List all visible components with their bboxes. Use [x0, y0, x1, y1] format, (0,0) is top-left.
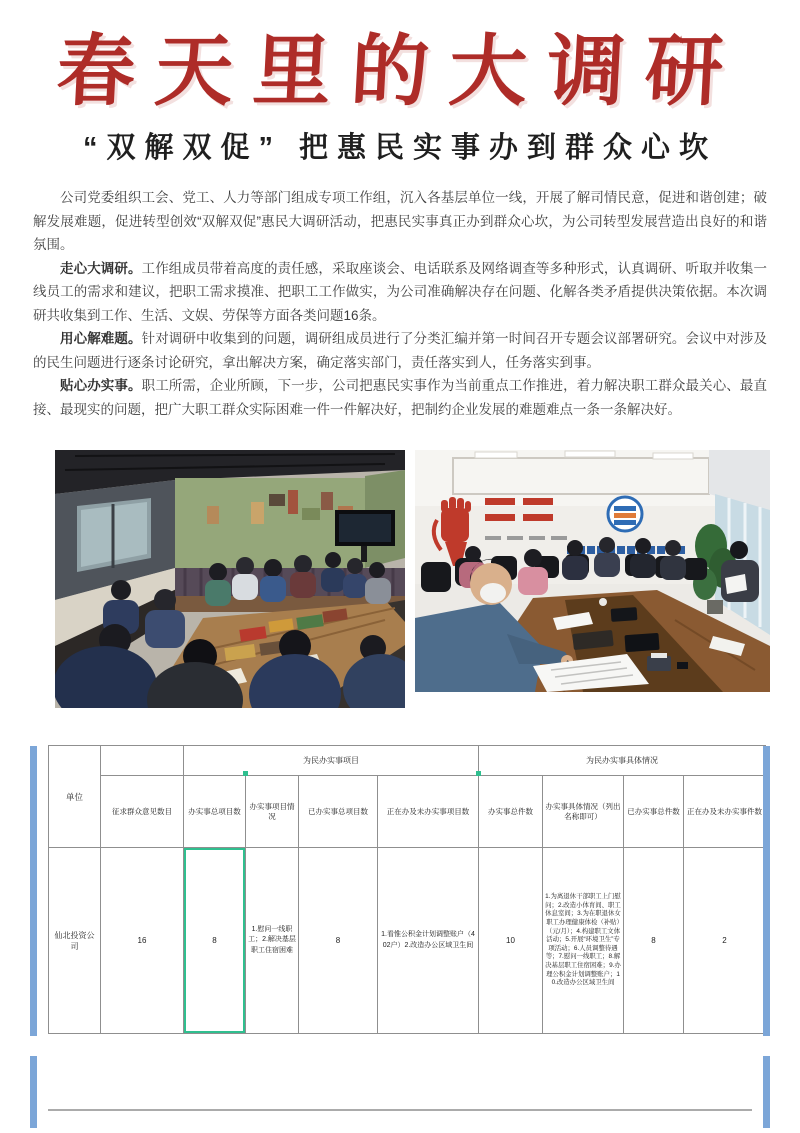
left-blue-bar-top [30, 746, 37, 1036]
cell-items-pending: 2 [684, 848, 766, 1034]
th-items-total: 办实事总件数 [479, 776, 543, 848]
benefits-table [48, 745, 766, 1034]
th-opinions-count: 征求群众意见数目 [101, 776, 184, 848]
meeting-photo-cafe [55, 450, 405, 708]
paragraph-lead: 用心解难题。 [60, 331, 142, 346]
bottom-divider-line [48, 1109, 752, 1111]
right-blue-bar-top [763, 746, 770, 1036]
page-title: 春天里的大调研 [54, 26, 746, 117]
paragraph [33, 257, 767, 328]
group-empty-cell [101, 746, 184, 776]
cell-items-total: 10 [479, 848, 543, 1034]
meeting-photo-conference [415, 450, 770, 692]
group-header-details: 为民办实事具体情况 [479, 746, 766, 776]
paragraph [33, 374, 767, 421]
paragraph-lead: 贴心办实事。 [60, 378, 142, 393]
article-body [33, 186, 767, 421]
cell-projects-detail: 1.慰问一线职工；2.解决基层职工住宿困难 [246, 848, 299, 1034]
th-projects-pending: 正在办及未办实事项目数 [378, 776, 479, 848]
th-unit: 单位 [49, 746, 101, 848]
selection-handle [476, 771, 481, 776]
cell-items-done: 8 [624, 848, 684, 1034]
paragraph-text: 公司党委组织工会、党工、人力等部门组成专项工作组，沉入各基层单位一线，开展了解司情民意，促进和谐创建；破解发展难题，促进转型创效“双解双促”惠民大调研活动，把惠民实事真正办到群众心坎，为公司转型发展营造出良好的和谐氛围。 [33, 190, 767, 252]
paragraph [33, 327, 767, 374]
table-row [49, 848, 766, 1034]
th-projects-total: 办实事总项目数 [184, 776, 246, 848]
th-projects-detail: 办实事项目情况 [246, 776, 299, 848]
company-logo [608, 497, 642, 531]
paragraph-text: 工作组成员带着高度的责任感，采取座谈会、电话联系及网络调查等多种形式，认真调研、听取并收集一线员工的需求和建议，把职工需求摸准、把职工工作做实，为公司准确解决存在问题、化解各类矛盾提供决策依据。本次调研共收集到工作、生活、文娱、劳保等方面各类问题16条。 [33, 260, 768, 323]
right-blue-bar-bottom [763, 1056, 770, 1128]
cell-items-detail: 1.为离退休干部职工上门慰问；2.改造小体育间、职工休息室间；3.为在职退休女职工办理健康体检（补贴）（元/月）；4.构建职工文体活动；5.开展“环境卫生”专项活动；6.人员调整待遇等；7.慰问一线职工；8.解决基层职工住宿困难；9.办理公积金计划调整账户；10.改造办公区域卫生间 [543, 848, 624, 1034]
page-subtitle: “双解双促” 把惠民实事办到群众心坎 [82, 132, 718, 164]
paragraph-text: 职工所需，企业所顾，下一步，公司把惠民实事作为当前重点工作推进，着力解决职工群众最关心、最直接、最现实的问题，把广大职工群众实际困难一件一件解决好，把制约企业发展的难题难点一条一条解决好。 [33, 378, 768, 417]
cell-projects-done: 8 [299, 848, 378, 1034]
cell-unit: 仙北投资公司 [49, 848, 101, 1034]
th-items-detail: 办实事具体情况（列出名称即可） [543, 776, 624, 848]
group-header-projects: 为民办实事项目 [184, 746, 479, 776]
cell-projects-total-selected: 8 [184, 848, 246, 1034]
th-items-done: 已办实事总件数 [624, 776, 684, 848]
th-projects-done: 已办实事总项目数 [299, 776, 378, 848]
benefits-table-wrap [48, 745, 765, 1034]
selection-handle [243, 771, 248, 776]
cell-opinions-count: 16 [101, 848, 184, 1034]
th-items-pending: 正在办及未办实事件数 [684, 776, 766, 848]
left-blue-bar-bottom [30, 1056, 37, 1128]
paragraph-text: 针对调研中收集到的问题，调研组成员进行了分类汇编并第一时间召开专题会议部署研究。会议中对涉及的民生问题进行逐条讨论研究，拿出解决方案，确定落实部门，责任落实到人，任务落实到事。 [33, 331, 768, 370]
paragraph [33, 186, 767, 257]
cell-projects-pending: 1.看惟公积金计划调整账户（402户）2.改造办公区域卫生间 [378, 848, 479, 1034]
paragraph-lead: 走心大调研。 [60, 260, 142, 276]
